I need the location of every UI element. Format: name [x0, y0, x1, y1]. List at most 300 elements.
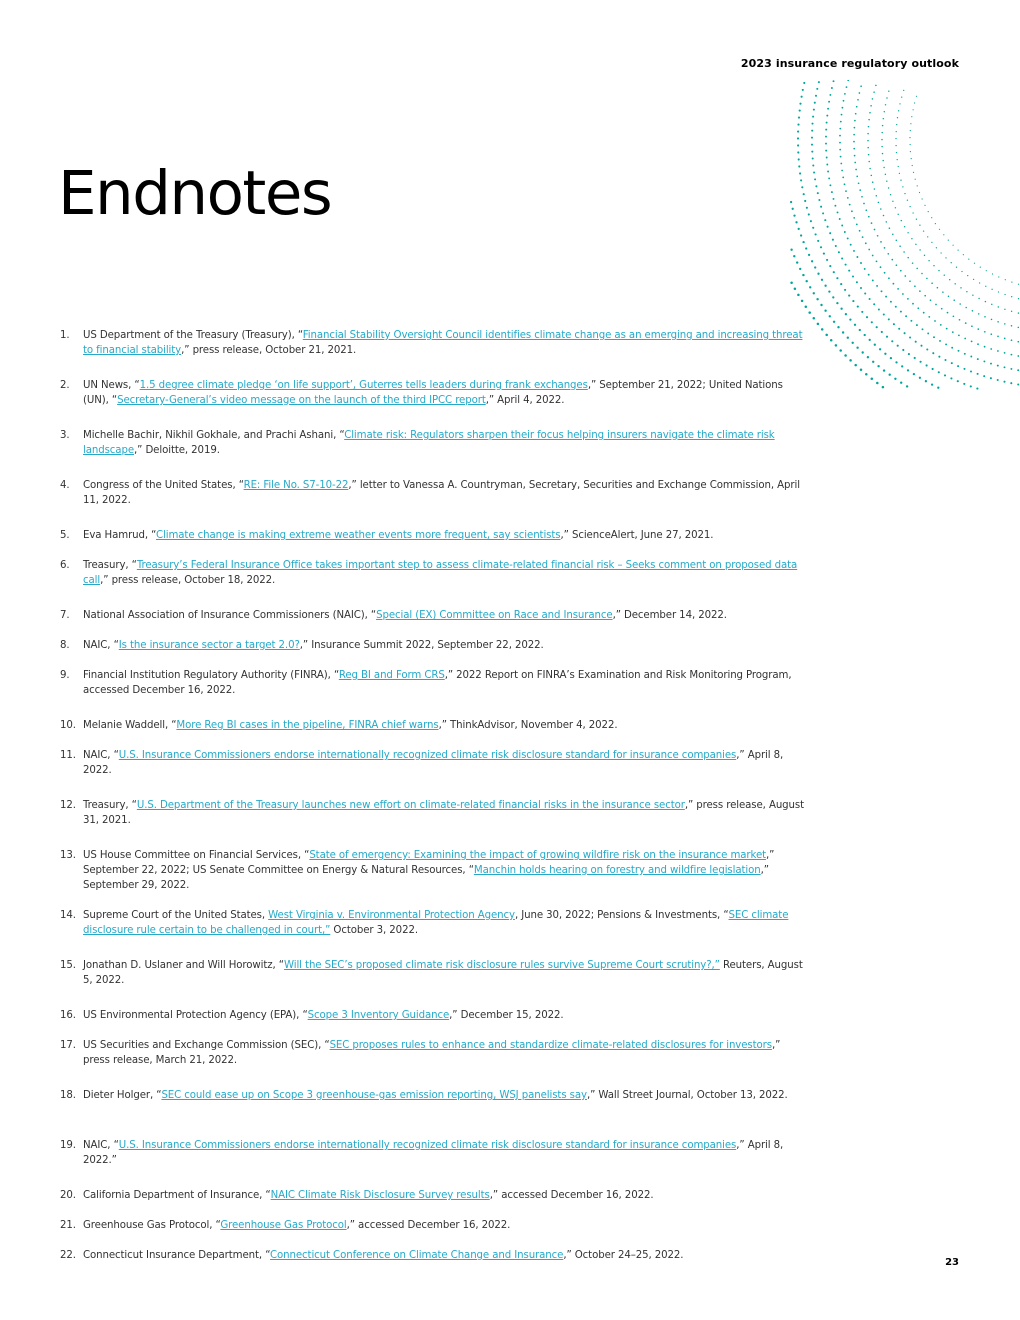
endnote-number: 22. [60, 1250, 76, 1261]
decorative-dot [916, 268, 918, 270]
decorative-dot [801, 96, 803, 98]
endnote-item: 7. National Association of Insurance Commissioners (NAIC), “Special (EX) Committee on Race and Insurance,” December 14, 2022. [60, 610, 727, 621]
decorative-dot [924, 205, 925, 206]
decorative-dot [850, 244, 852, 246]
decorative-dot [927, 236, 928, 237]
decorative-dot [1017, 355, 1019, 357]
decorative-dot [915, 341, 917, 343]
decorative-dot [938, 371, 940, 373]
decorative-dot [802, 89, 804, 91]
decorative-dot [913, 172, 914, 173]
decorative-dot [972, 310, 974, 312]
decorative-dot [845, 313, 847, 315]
decorative-dot [865, 209, 867, 211]
decorative-dot [854, 324, 856, 326]
decorative-dot [912, 165, 913, 166]
decorative-dot [813, 292, 815, 294]
decorative-dot [811, 151, 813, 153]
endnote-link[interactable]: Greenhouse Gas Protocol [220, 1220, 347, 1231]
endnote-item: 17. US Securities and Exchange Commission (SEC), “SEC proposes rules to enhance and standardize climate-related disclosures for investors,” press release, March 21, 2022. [60, 1040, 781, 1066]
decorative-dot [842, 107, 844, 109]
decorative-dot [1004, 323, 1006, 325]
endnote-item: 5. Eva Hamrud, “Climate change is making extreme weather events more frequent, say scientists,” ScienceAlert, June 27, 2021. [60, 530, 714, 541]
decorative-dot [881, 290, 883, 292]
decorative-dot [964, 353, 966, 355]
decorative-dot [837, 211, 839, 213]
decorative-dot [869, 339, 871, 341]
decorative-dot [862, 351, 864, 353]
decorative-dot [1011, 282, 1012, 283]
decorative-dot [957, 365, 959, 367]
endnote-item: 14. Supreme Court of the United States, West Virginia v. Environmental Protection Agency, June 30, 2022; Pensions & Investments, “SEC climate disclosure rule certain to be challenged in court,” October 3, 2022. [60, 910, 789, 936]
decorative-dot [984, 316, 986, 318]
decorative-dot [849, 204, 851, 206]
decorative-dot [884, 111, 885, 112]
decorative-dot [826, 259, 828, 261]
decorative-dot [854, 155, 856, 157]
decorative-dot [848, 270, 850, 272]
decorative-dot [898, 166, 899, 167]
endnote-item: 2. UN News, “1.5 degree climate pledge ‘on life support’, Guterres tells leaders during frank exchanges,” September 21, 2022; United Nations (UN), “Secretary-General’s video message on the launch of the third IPCC report,” April 4, 2022. [60, 380, 783, 406]
decorative-dot [865, 373, 868, 376]
endnote-link[interactable]: SEC could ease up on Scope 3 greenhouse-gas emission reporting, WSJ panelists say [161, 1090, 587, 1101]
decorative-dot [795, 221, 797, 223]
decorative-dot [843, 100, 845, 102]
endnote-item: 9. Financial Institution Regulatory Authority (FINRA), “Reg BI and Form CRS,” 2022 Report on FINRA’s Examination and Risk Monitoring Program, accessed December 16, 2022. [60, 670, 792, 696]
decorative-dot [881, 139, 882, 140]
decorative-dot [892, 234, 894, 236]
decorative-dot [871, 377, 874, 380]
decorative-dot [825, 150, 827, 152]
decorative-dot [826, 157, 828, 159]
endnote-item: 19. NAIC, “U.S. Insurance Commissioners endorse internationally recognized climate risk disclosure standard for insurance companies,” April 8, 2022.” [60, 1140, 784, 1166]
decorative-dot [928, 260, 929, 261]
endnote-number: 6. [60, 560, 70, 571]
decorative-dot [885, 174, 886, 175]
decorative-dot [887, 253, 889, 255]
decorative-dot [917, 307, 919, 309]
decorative-dot [970, 356, 972, 358]
decorative-dot [923, 312, 925, 314]
decorative-dot [977, 328, 979, 330]
decorative-dot [957, 380, 959, 382]
decorative-dot [926, 278, 928, 280]
decorative-dot [997, 365, 999, 367]
decorative-dot [952, 331, 954, 333]
endnote-link[interactable]: West Virginia v. Environmental Protection Agency [268, 910, 515, 921]
decorative-dot [942, 291, 944, 293]
decorative-dot [933, 336, 935, 338]
decorative-dot [854, 120, 856, 122]
endnote-number: 7. [60, 610, 70, 621]
decorative-dot [866, 316, 868, 318]
decorative-dot [1017, 341, 1019, 343]
decorative-dot [797, 144, 799, 146]
decorative-dot [907, 369, 909, 371]
decorative-dot [824, 219, 826, 221]
decorative-dot [799, 103, 801, 105]
decorative-dot [864, 268, 866, 270]
decorative-dot [947, 312, 949, 314]
decorative-dot [790, 249, 792, 251]
endnote-link[interactable]: More Reg BI cases in the pipeline, FINRA chief warns [176, 720, 439, 731]
decorative-dot [853, 250, 855, 252]
decorative-dot [818, 81, 820, 83]
decorative-dot [825, 334, 828, 337]
endnote-link[interactable]: U.S. Insurance Commissioners endorse internationally recognized climate risk disclosure standard for insurance companies [118, 750, 737, 761]
decorative-dot [885, 104, 886, 105]
decorative-dot [854, 364, 857, 367]
decorative-dot [909, 137, 910, 138]
decorative-dot [944, 359, 946, 361]
decorative-dot [799, 172, 801, 174]
decorative-dot [833, 271, 835, 273]
decorative-dot [893, 283, 895, 285]
decorative-dot [896, 240, 898, 242]
endnote-number: 12. [60, 800, 76, 811]
decorative-dot [856, 281, 858, 283]
decorative-dot [811, 260, 813, 262]
decorative-dot [895, 138, 896, 139]
decorative-dot [1003, 381, 1005, 383]
decorative-dot [909, 336, 911, 338]
decorative-dot [816, 298, 818, 300]
decorative-dot [800, 234, 802, 236]
decorative-dot [867, 147, 869, 149]
decorative-dot [902, 186, 903, 187]
decorative-dot [840, 308, 842, 310]
decorative-dot [825, 136, 827, 138]
decorative-dot [945, 343, 947, 345]
decorative-dot [910, 130, 911, 131]
decorative-dot [814, 178, 816, 180]
decorative-dot [839, 128, 841, 130]
decorative-dot [963, 368, 965, 370]
decorative-dot [973, 279, 974, 280]
decorative-dot [824, 310, 826, 312]
decorative-dot [847, 197, 849, 199]
decorative-dot [817, 192, 819, 194]
decorative-dot [951, 362, 953, 364]
decorative-dot [857, 306, 859, 308]
endnote-item: 12. Treasury, “U.S. Department of the Treasury launches new effort on climate-related financial risks in the insurance sector,” press release, August 31, 2021. [60, 800, 805, 826]
decorative-dot [916, 219, 917, 220]
endnote-link[interactable]: Connecticut Conference on Climate Change and Insurance [270, 1250, 564, 1261]
decorative-dot-arc [790, 80, 1020, 390]
endnote-link[interactable]: Climate change is making extreme weather events more frequent, say scientists [155, 530, 561, 541]
endnote-link[interactable]: Treasury’s Federal Insurance Office takes important step to assess climate-related financial risk – Seeks comment on proposed data call [83, 560, 798, 586]
decorative-dot [835, 245, 837, 247]
decorative-dot [956, 267, 957, 268]
decorative-dot [809, 286, 811, 288]
decorative-dot [879, 348, 881, 350]
decorative-dot [998, 306, 999, 307]
decorative-dot [839, 142, 841, 144]
decorative-dot [837, 326, 839, 328]
endnote-link[interactable]: SEC proposes rules to enhance and standardize climate-related disclosures for investors [329, 1040, 772, 1051]
endnote-number: 8. [60, 640, 70, 651]
decorative-dot [991, 319, 993, 321]
decorative-dot [936, 247, 937, 248]
decorative-dot [826, 164, 828, 166]
decorative-dot [868, 161, 870, 163]
decorative-dot [840, 163, 842, 165]
decorative-dot [883, 313, 885, 315]
decorative-dot [897, 288, 899, 290]
endnote-link[interactable]: Will the SEC’s proposed climate risk disclosure rules survive Supreme Court scrutiny?,” [283, 960, 720, 971]
endnote-item: 15. Jonathan D. Uslaner and Will Horowitz, “Will the SEC’s proposed climate risk disclosure rules survive Supreme Court scrutiny?,” Reuters, August 5, 2022. [60, 960, 803, 986]
decorative-dot [829, 232, 831, 234]
decorative-dot [897, 117, 898, 118]
decorative-dot [797, 124, 799, 126]
decorative-dot [940, 324, 942, 326]
decorative-dot [803, 82, 805, 84]
decorative-dot [913, 373, 915, 375]
decorative-dot [811, 137, 813, 139]
header-title: 2023 insurance regulatory outlook [740, 57, 959, 70]
decorative-dot [798, 158, 800, 160]
decorative-dot [986, 270, 987, 271]
decorative-dot [888, 187, 889, 188]
decorative-dot [812, 227, 814, 229]
decorative-dot [813, 171, 815, 173]
decorative-dot [798, 228, 800, 230]
decorative-dot [997, 321, 999, 323]
decorative-dot [864, 334, 866, 336]
decorative-dot [853, 134, 855, 136]
decorative-dot [932, 352, 934, 354]
decorative-dot [868, 154, 870, 156]
decorative-dot [829, 184, 831, 186]
decorative-dot [931, 383, 933, 385]
decorative-dot [882, 153, 883, 154]
decorative-dot [998, 291, 999, 292]
decorative-dot [980, 267, 981, 268]
endnote-number: 20. [60, 1190, 76, 1201]
decorative-dot [824, 285, 826, 287]
decorative-dot [900, 270, 902, 272]
decorative-dot [886, 180, 887, 181]
decorative-dot [831, 191, 833, 193]
decorative-dot [833, 321, 835, 323]
endnote-link[interactable]: RE: File No. S7-10-22 [243, 480, 349, 491]
decorative-dot [959, 319, 961, 321]
endnote-link[interactable]: Special (EX) Committee on Race and Insurance [376, 610, 613, 621]
decorative-dot [872, 255, 874, 257]
decorative-dot [827, 226, 829, 228]
decorative-dot [898, 110, 899, 111]
endnote-link[interactable]: Reg BI and Form CRS [338, 670, 445, 681]
decorative-dot [825, 129, 827, 131]
decorative-dot [877, 365, 879, 367]
decorative-dot [908, 353, 910, 355]
decorative-dot [935, 304, 937, 306]
decorative-dot [868, 216, 870, 218]
decorative-dot [886, 97, 887, 98]
decorative-dot [965, 307, 967, 309]
endnote-item: 4. Congress of the United States, “RE: File No. S7-10-22,” letter to Vanessa A. Countryman, Secretary, Securities and Exchange Commission, April 11, 2022. [60, 480, 800, 506]
decorative-dot [849, 359, 852, 362]
decorative-dot [920, 361, 922, 363]
decorative-dot [799, 110, 801, 112]
decorative-dot [790, 201, 792, 203]
endnote-link[interactable]: Scope 3 Inventory Guidance [307, 1010, 450, 1021]
endnote-link[interactable]: Climate risk: Regulators sharpen their focus helping insurers navigate the climate risk landscape [83, 430, 775, 456]
decorative-dot [863, 203, 865, 205]
decorative-dot [839, 349, 842, 352]
endnote-link[interactable]: State of emergency: Examining the impact of growing wildfire risk on the insurance market [309, 850, 767, 861]
decorative-dot [905, 315, 907, 317]
decorative-dot [910, 144, 911, 145]
decorative-dot [977, 373, 979, 375]
decorative-dot [883, 369, 885, 371]
decorative-dot [822, 212, 824, 214]
decorative-dot [811, 130, 813, 132]
decorative-dot [958, 350, 960, 352]
endnote-item: 1. US Department of the Treasury (Treasury), “Financial Stability Oversight Council identifies climate change as an emerging and increasing threat to financial stability,” press release, October 21, 2021. [60, 330, 803, 356]
decorative-dot [922, 328, 924, 330]
decorative-dot [924, 295, 926, 297]
decorative-dot [958, 335, 960, 337]
decorative-dot [874, 229, 876, 231]
endnote-link[interactable]: 1.5 degree climate pledge ‘on life support’, Guterres tells leaders during frank exchanges [139, 380, 588, 391]
decorative-dot [937, 287, 939, 289]
decorative-dot [844, 354, 847, 357]
decorative-dot [997, 350, 999, 352]
endnote-number: 2. [60, 380, 70, 391]
decorative-dot [974, 263, 975, 264]
decorative-dot [865, 242, 867, 244]
decorative-dot [971, 325, 973, 327]
endnote-link[interactable]: U.S. Insurance Commissioners endorse internationally recognized climate risk disclosure standard for insurance companies [118, 1140, 737, 1151]
decorative-dot [825, 143, 827, 145]
decorative-dot [842, 331, 844, 333]
decorative-dot [909, 206, 910, 207]
decorative-dot [880, 266, 882, 268]
decorative-dot [926, 348, 928, 350]
decorative-dot [841, 114, 843, 116]
decorative-dot [840, 283, 842, 285]
decorative-dot [953, 299, 955, 301]
decorative-dot [812, 116, 814, 118]
decorative-dot [963, 383, 965, 385]
decorative-dot [873, 303, 875, 305]
decorative-dot [878, 308, 880, 310]
decorative-dot [800, 179, 802, 181]
decorative-dot [839, 218, 841, 220]
decorative-dot [812, 164, 814, 166]
decorative-dot [808, 311, 811, 314]
decorative-dot [847, 237, 849, 239]
decorative-dot [912, 262, 914, 264]
decorative-dot [880, 208, 882, 210]
decorative-dot [815, 233, 817, 235]
endnote-link[interactable]: Manchin holds hearing on forestry and wildfire legislation [473, 865, 761, 876]
endnote-link[interactable]: U.S. Department of the Treasury launches new effort on climate-related financial risks in the insurance sector [136, 800, 685, 811]
decorative-dot [1011, 354, 1013, 356]
decorative-dot [882, 386, 885, 389]
decorative-dot [792, 208, 794, 210]
decorative-dot [895, 207, 896, 208]
decorative-dot [911, 116, 912, 117]
decorative-dot [965, 322, 967, 324]
endnote-link[interactable]: Is the insurance sector a target 2.0? [118, 640, 300, 651]
decorative-dot [990, 333, 992, 335]
decorative-dot [815, 185, 817, 187]
decorative-dot [904, 275, 906, 277]
endnote-link[interactable]: Secretary-General’s video message on the launch of the third IPCC report [117, 395, 486, 406]
decorative-dot [829, 265, 831, 267]
decorative-dot [870, 105, 872, 107]
decorative-dot [793, 214, 795, 216]
decorative-dot [1005, 279, 1006, 280]
decorative-dot [797, 294, 800, 297]
decorative-dot [914, 285, 916, 287]
decorative-dot [1011, 325, 1013, 327]
decorative-dot [826, 115, 828, 117]
decorative-dot [1004, 366, 1006, 368]
endnote-item: 20. California Department of Insurance, “NAIC Climate Risk Disclosure Survey results,” accessed December 16, 2022. [60, 1190, 654, 1201]
decorative-dot [1011, 339, 1013, 341]
endnote-link[interactable]: NAIC Climate Risk Disclosure Survey results [270, 1190, 490, 1201]
decorative-dot [851, 210, 853, 212]
decorative-dot [802, 274, 804, 276]
endnote-number: 21. [60, 1220, 76, 1231]
decorative-dot [951, 262, 952, 263]
endnote-item: 3. Michelle Bachir, Nikhil Gokhale, and Prachi Ashani, “Climate risk: Regulators sharpen their focus helping insurers navigate the climate risk landscape,” Deloitte, 2019. [60, 430, 775, 456]
decorative-dot [830, 339, 833, 342]
decorative-dot [896, 264, 898, 266]
decorative-dot [882, 125, 883, 126]
decorative-dot [1004, 294, 1005, 295]
decorative-dot [846, 86, 848, 88]
decorative-dot [940, 252, 941, 253]
decorative-dot [882, 160, 883, 161]
decorative-dot [872, 98, 874, 100]
decorative-dot [899, 103, 900, 104]
decorative-dot [970, 370, 972, 372]
page-number: 23 [945, 1257, 959, 1268]
endnote-number: 18. [60, 1090, 76, 1101]
decorative-dot [976, 388, 978, 390]
decorative-dot [805, 247, 807, 249]
decorative-dot [978, 313, 980, 315]
decorative-dot [971, 341, 973, 343]
endnote-link[interactable]: Financial Stability Oversight Council identifies climate change as an emerging and increasing threat to financial stability [83, 330, 803, 356]
decorative-dot [949, 279, 950, 280]
decorative-dot [884, 272, 886, 274]
decorative-dot [888, 90, 889, 91]
endnote-link[interactable]: SEC climate disclosure rule certain to be challenged in court,” [83, 910, 789, 936]
decorative-dot [876, 195, 878, 197]
decorative-dot [916, 324, 918, 326]
decorative-dot [814, 266, 816, 268]
decorative-dot [901, 96, 902, 97]
decorative-dot [878, 202, 880, 204]
decorative-dot [821, 328, 824, 331]
decorative-dot [1017, 369, 1019, 371]
decorative-dot [953, 245, 954, 246]
decorative-dot [919, 290, 921, 292]
decorative-dot [793, 255, 795, 257]
decorative-dot [832, 239, 834, 241]
decorative-dot [991, 304, 992, 305]
decorative-dot [873, 91, 875, 93]
decorative-dot [881, 132, 882, 133]
decorative-dot [943, 234, 944, 235]
decorative-dot [858, 182, 860, 184]
decorative-dot [959, 303, 961, 305]
